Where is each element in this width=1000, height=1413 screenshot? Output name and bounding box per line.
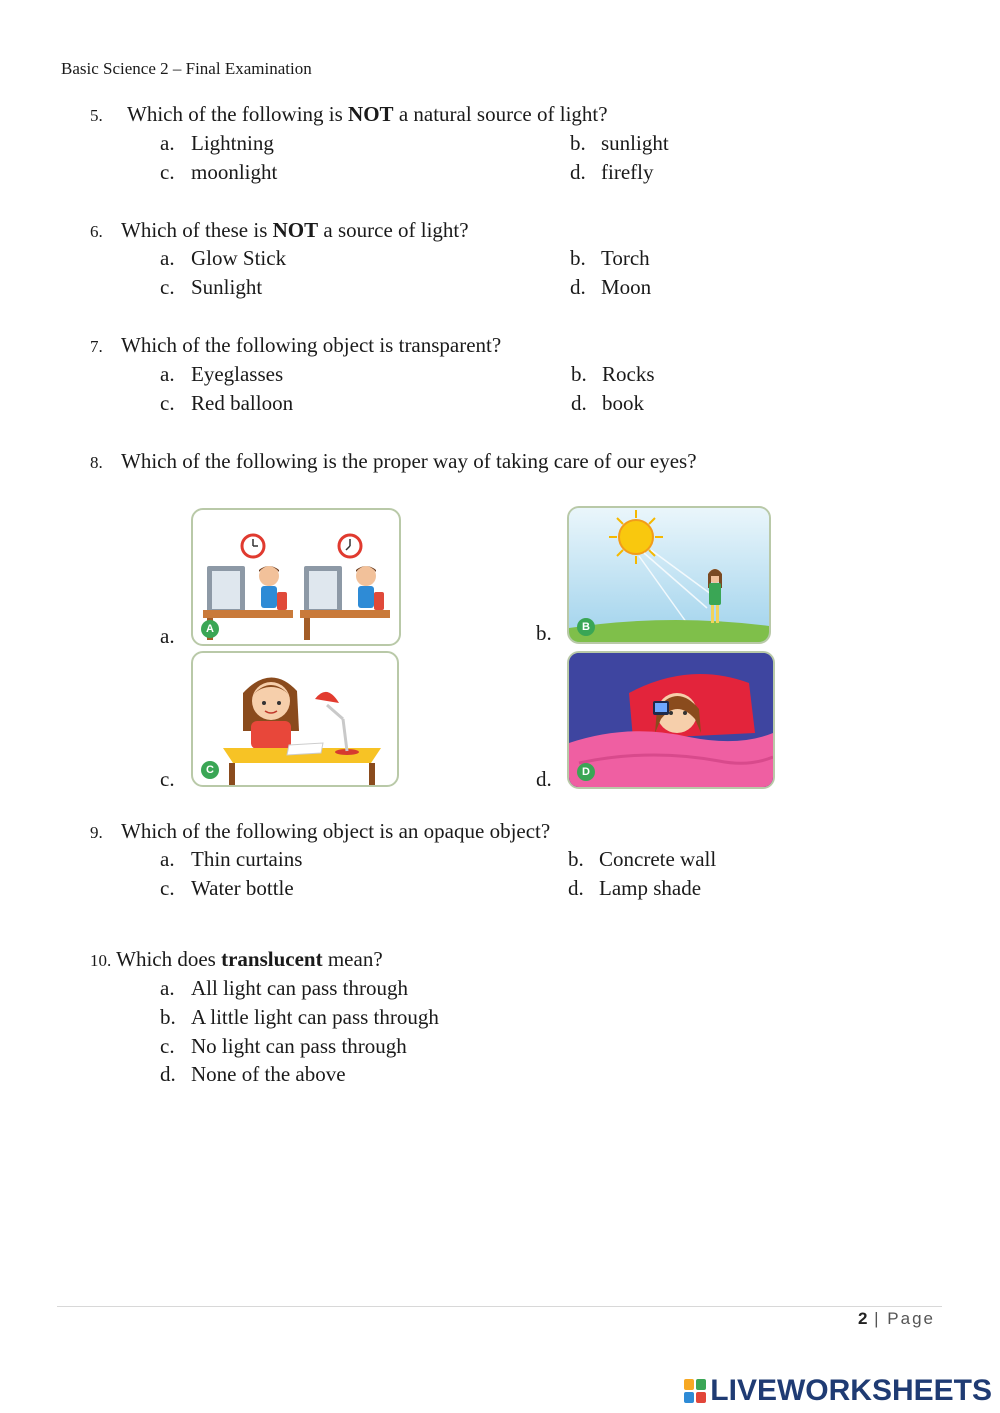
image-option-b[interactable] bbox=[567, 506, 771, 644]
question-text: Which of the following is bbox=[127, 102, 349, 126]
option-letter: a. bbox=[160, 246, 175, 270]
option-9b[interactable] bbox=[568, 845, 716, 874]
question-number: 5. bbox=[90, 106, 103, 125]
option-label: Moon bbox=[601, 275, 652, 299]
question-10 bbox=[90, 945, 383, 975]
option-letter: c. bbox=[160, 160, 175, 184]
computer-use-illustration bbox=[193, 510, 399, 644]
option-label: Lamp shade bbox=[599, 876, 702, 900]
option-label: Torch bbox=[601, 246, 650, 270]
liveworksheets-logo[interactable] bbox=[684, 1374, 992, 1408]
question-text: a source of light? bbox=[318, 218, 469, 242]
question-text: Which of these is bbox=[121, 218, 273, 242]
sun-gazing-illustration bbox=[569, 508, 769, 642]
option-label: None of the above bbox=[191, 1062, 346, 1086]
option-letter: b. bbox=[570, 246, 586, 270]
option-label: book bbox=[602, 391, 644, 415]
question-number: 9. bbox=[90, 823, 103, 842]
option-label: sunlight bbox=[601, 131, 669, 155]
option-9a[interactable] bbox=[160, 845, 302, 874]
option-badge: B bbox=[577, 618, 595, 636]
option-letter: d. bbox=[568, 876, 584, 900]
reading-with-lamp-illustration bbox=[193, 653, 397, 785]
image-option-label-a: a. bbox=[160, 624, 175, 648]
option-label: Concrete wall bbox=[599, 847, 717, 871]
option-label: Lightning bbox=[191, 131, 274, 155]
option-9c[interactable] bbox=[160, 874, 294, 903]
option-label: firefly bbox=[601, 160, 654, 184]
option-letter: d. bbox=[571, 391, 587, 415]
option-5b[interactable] bbox=[570, 129, 669, 158]
option-5c[interactable] bbox=[160, 158, 277, 187]
question-9 bbox=[90, 817, 550, 847]
option-badge: D bbox=[577, 763, 595, 781]
option-5a[interactable] bbox=[160, 129, 274, 158]
option-label: Eyeglasses bbox=[191, 362, 284, 386]
option-label: No light can pass through bbox=[191, 1034, 407, 1058]
question-5 bbox=[90, 100, 608, 130]
brand-icon bbox=[684, 1379, 706, 1403]
question-text: Which of the following object is transparent? bbox=[121, 333, 502, 357]
option-6c[interactable] bbox=[160, 273, 262, 302]
option-letter: b. bbox=[160, 1005, 176, 1029]
option-label: Sunlight bbox=[191, 275, 263, 299]
option-letter: c. bbox=[160, 275, 175, 299]
option-9d[interactable] bbox=[568, 874, 701, 903]
image-option-label-b: b. bbox=[536, 621, 552, 645]
question-8 bbox=[90, 447, 697, 477]
option-label: Red balloon bbox=[191, 391, 294, 415]
page-number-value: 2 bbox=[857, 1309, 868, 1328]
option-letter: a. bbox=[160, 362, 175, 386]
option-letter: c. bbox=[160, 876, 175, 900]
image-option-c[interactable] bbox=[191, 651, 399, 787]
option-badge: A bbox=[201, 620, 219, 638]
option-7b[interactable] bbox=[571, 360, 655, 389]
option-7a[interactable] bbox=[160, 360, 283, 389]
option-label: Rocks bbox=[602, 362, 655, 386]
option-label: Glow Stick bbox=[191, 246, 287, 270]
option-label: Water bottle bbox=[191, 876, 294, 900]
option-label: A little light can pass through bbox=[191, 1005, 439, 1029]
question-text: Which does bbox=[111, 947, 222, 971]
option-letter: d. bbox=[570, 275, 586, 299]
option-letter: b. bbox=[571, 362, 587, 386]
footer-divider bbox=[57, 1306, 942, 1307]
page-separator: | bbox=[867, 1309, 888, 1328]
question-text: mean? bbox=[322, 947, 383, 971]
option-10b[interactable] bbox=[160, 1003, 439, 1032]
option-letter: d. bbox=[570, 160, 586, 184]
option-letter: c. bbox=[160, 391, 175, 415]
question-number: 10. bbox=[90, 951, 112, 970]
page-header: Basic Science 2 – Final Examination bbox=[61, 59, 312, 78]
question-6 bbox=[90, 216, 469, 246]
image-option-label-c: c. bbox=[160, 767, 175, 791]
option-letter: b. bbox=[570, 131, 586, 155]
question-text: Which of the following is the proper way of taking care of our eyes? bbox=[121, 449, 697, 473]
question-text: Which of the following object is an opaque object? bbox=[121, 819, 551, 843]
option-label: All light can pass through bbox=[191, 976, 408, 1000]
image-option-label-d: d. bbox=[536, 767, 552, 791]
page-label: Page bbox=[887, 1309, 935, 1328]
option-7d[interactable] bbox=[571, 389, 644, 418]
option-10c[interactable] bbox=[160, 1032, 407, 1061]
option-5d[interactable] bbox=[570, 158, 653, 187]
brand-name: LIVEWORKSHEETS bbox=[710, 1374, 992, 1407]
question-text: a natural source of light? bbox=[393, 102, 608, 126]
option-letter: c. bbox=[160, 1034, 175, 1058]
question-emphasis: NOT bbox=[348, 102, 394, 126]
option-6a[interactable] bbox=[160, 244, 286, 273]
option-6b[interactable] bbox=[570, 244, 650, 273]
option-letter: a. bbox=[160, 976, 175, 1000]
question-emphasis: NOT bbox=[272, 218, 319, 242]
image-option-d[interactable] bbox=[567, 651, 775, 789]
option-letter: b. bbox=[568, 847, 584, 871]
question-number: 6. bbox=[90, 222, 103, 241]
option-letter: a. bbox=[160, 847, 175, 871]
option-badge: C bbox=[201, 761, 219, 779]
option-label: moonlight bbox=[191, 160, 278, 184]
option-letter: d. bbox=[160, 1062, 176, 1086]
option-label: Thin curtains bbox=[191, 847, 303, 871]
question-7 bbox=[90, 331, 501, 361]
question-number: 7. bbox=[90, 337, 103, 356]
question-number: 8. bbox=[90, 453, 103, 472]
option-6d[interactable] bbox=[570, 273, 651, 302]
device-in-bed-illustration bbox=[569, 653, 773, 787]
option-7c[interactable] bbox=[160, 389, 293, 418]
option-10a[interactable] bbox=[160, 974, 408, 1003]
option-letter: a. bbox=[160, 131, 175, 155]
image-option-a[interactable] bbox=[191, 508, 401, 646]
question-emphasis: translucent bbox=[221, 947, 323, 971]
option-10d[interactable] bbox=[160, 1060, 346, 1089]
page-number bbox=[858, 1309, 935, 1329]
